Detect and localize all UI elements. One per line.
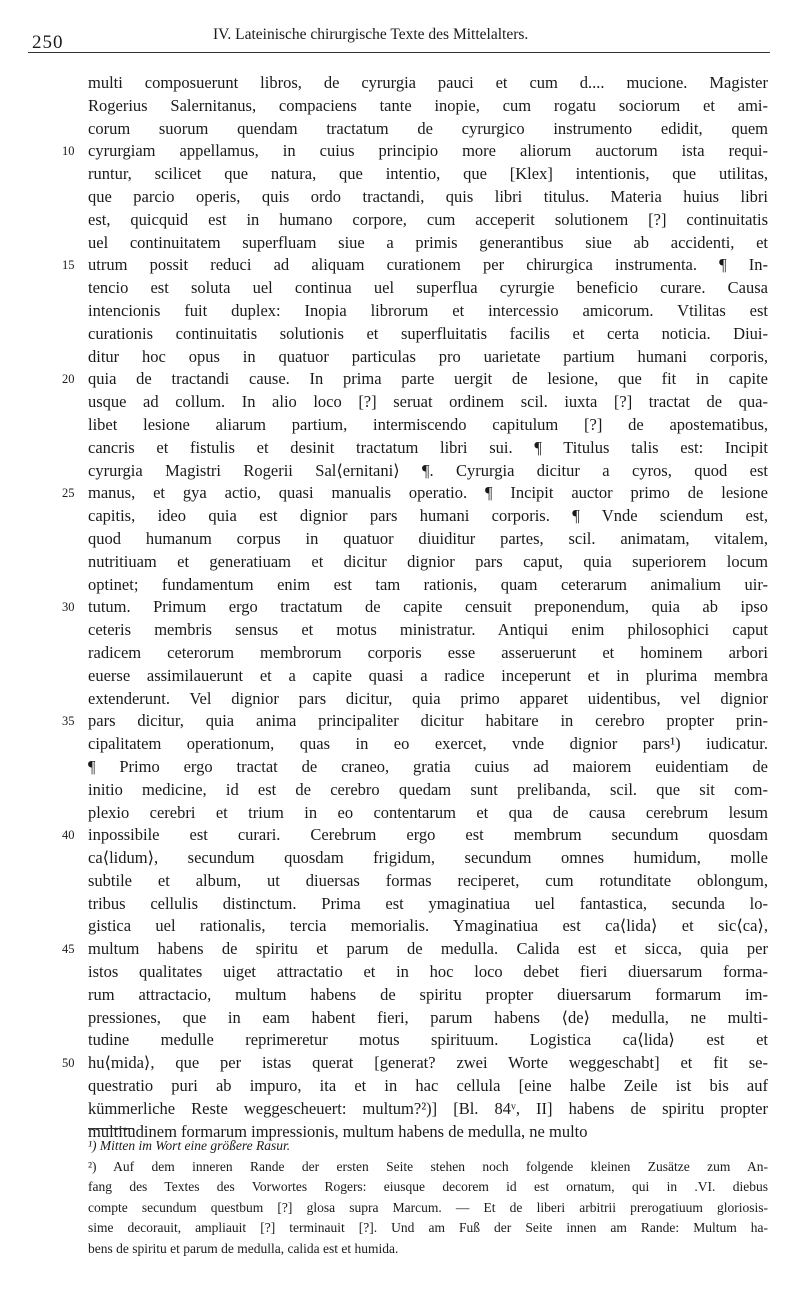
line-text: multi composuerunt libros, de cyrurgia pauci et cum d.... mucione. Magister xyxy=(88,73,768,92)
line-text: uel continuitatem superfluam siue a primis generantibus siue ab accidenti, et xyxy=(88,232,768,252)
footnote-line: ¹) Mitten im Wort eine größere Rasur. xyxy=(88,1138,291,1153)
line-number: 20 xyxy=(62,372,75,387)
text-line xyxy=(62,710,768,733)
text-line xyxy=(88,870,768,893)
line-text: istos qualitates uiget attractatio et in hoc loco debet fieri diuersarum forma- xyxy=(88,962,768,982)
line-number: 10 xyxy=(62,144,75,159)
text-line xyxy=(88,232,768,255)
text-line xyxy=(88,323,768,346)
text-line xyxy=(88,802,768,825)
text-line xyxy=(88,1098,768,1121)
line-text: ditur hoc opus in quatuor particulas pro uarietate partium humani corporis, xyxy=(88,346,768,366)
text-line xyxy=(88,118,768,141)
line-text: que parcio operis, quis ordo tractandi, quis libri titulus. Materia huius libri xyxy=(88,186,768,206)
text-line xyxy=(88,642,768,665)
text-line xyxy=(88,277,768,300)
text-line xyxy=(88,209,768,232)
page-header xyxy=(28,22,770,53)
line-text: ca⟨lidum⟩, secundum quosdam frigidum, secundum omnes humidum, molle xyxy=(88,848,768,868)
footnotes xyxy=(88,1136,768,1259)
line-text: euerse assimilauerunt et a capite quasi a radice inceperunt et in plurima membra xyxy=(88,665,768,685)
text-line xyxy=(88,847,768,870)
line-text: usque ad collum. In alio loco [?] seruat ordinem scil. iuxta [?] tractat de qua- xyxy=(88,392,768,412)
line-text: initio medicine, id est de cerebro quedam sunt prelibanda, scil. que sit com- xyxy=(88,779,768,799)
text-line xyxy=(62,1052,768,1075)
line-text: est, quicquid est in humano corpore, cum acceperit solutionem [?] continuitatis xyxy=(88,209,768,229)
line-text: nutritiuam et generatiuam et dicitur dignior pars caput, quia superiorem locum xyxy=(88,551,768,571)
text-line xyxy=(62,824,768,847)
text-line xyxy=(88,346,768,369)
page-number: 250 xyxy=(32,32,64,53)
line-text: kümmerliche Reste weggescheuert: multum?²)] [Bl. 84ᵛ, II] habens de spiritu propter xyxy=(88,1098,768,1118)
line-text: tutum. Primum ergo tractatum de capite censuit preponendum, quia ab ipso xyxy=(88,597,768,617)
line-text: libet lesione aliarum partium, intermiscendo capitulum [?] de apostematibus, xyxy=(88,414,768,434)
line-text: utrum possit reduci ad aliquam curationem per chirurgica instrumenta. ¶ In- xyxy=(88,255,768,275)
text-line xyxy=(88,961,768,984)
text-line xyxy=(62,368,768,391)
line-text: questratio puri ab impuro, ita et in hac cellula [eine halbe Zeile ist bis auf xyxy=(88,1076,768,1096)
text-line xyxy=(88,779,768,802)
line-text: cancris et fistulis et desinit tractatum libri sui. ¶ Titulus talis est: Incipit xyxy=(88,437,768,457)
text-line xyxy=(88,1075,768,1098)
line-text: inpossibile est curari. Cerebrum ergo est membrum secundum quosdam xyxy=(88,825,768,845)
line-text: radicem ceterorum membrorum corporis esse asseruerunt et hominem arbori xyxy=(88,642,768,662)
text-line xyxy=(88,163,768,186)
text-line xyxy=(62,482,768,505)
line-number: 30 xyxy=(62,600,75,615)
line-number: 40 xyxy=(62,828,75,843)
text-line xyxy=(88,72,768,95)
line-text: cyrurgia Magistri Rogerii Sal⟨ernitani⟩ ¶. Cyrurgia dicitur a cyros, quod est xyxy=(88,460,768,480)
text-line xyxy=(88,551,768,574)
body-text xyxy=(62,72,768,1143)
line-text: plexio cerebri et trium in eo contentarum et qua de causa cerebrum lesum xyxy=(88,802,768,822)
line-text: cyrurgiam appellamus, in cuius principio more aliorum auctorum ista requi- xyxy=(88,141,768,161)
text-line xyxy=(88,95,768,118)
footnote-line: sime decorauit, ampliauit [?] terminauit [?]. Und am Fuß der Seite innen am Rande: Multum ha- xyxy=(88,1220,768,1235)
line-text: pressiones, que in eam habent fieri, parum habens ⟨de⟩ medulla, ne multi- xyxy=(88,1007,768,1027)
text-line xyxy=(88,414,768,437)
text-line xyxy=(88,619,768,642)
text-line xyxy=(62,596,768,619)
line-text: corum suorum quendam tractatum de cyrurgico instrumento edidit, quem xyxy=(88,118,768,138)
line-text: multitudinem formarum impressionis, multum habens de medulla, ne multo xyxy=(88,1121,588,1141)
line-text: optinet; fundamentum enim est tam rationis, quam ceterarum animalium uir- xyxy=(88,574,768,594)
text-line xyxy=(88,300,768,323)
running-title: IV. Lateinische chirurgische Texte des Mittelalters. xyxy=(213,26,529,43)
text-line xyxy=(88,688,768,711)
line-text: quia de tractandi cause. In prima parte uergit de lesione, que fit in capite xyxy=(88,369,768,389)
line-text: extenderunt. Vel dignior pars dicitur, quia primo apparet uidentibus, vel dignior xyxy=(88,688,768,708)
line-text: hu⟨mida⟩, que per istas querat [generat? zwei Worte weggeschabt] et fit se- xyxy=(88,1053,768,1073)
line-text: ¶ Primo ergo tractat de craneo, gratia cuius ad maiorem euidentiam de xyxy=(88,756,768,776)
line-text: gistica uel rationalis, tercia memorialis. Ymaginatiua est ca⟨lida⟩ et sic⟨ca⟩, xyxy=(88,916,768,936)
line-text: multum habens de spiritu et parum de medulla. Calida est et sicca, quia per xyxy=(88,939,768,959)
text-line xyxy=(88,665,768,688)
line-text: quod humanum corpus in quatuor diuiditur partes, scil. animatam, vitalem, xyxy=(88,528,768,548)
text-line xyxy=(88,437,768,460)
line-text: rum attractacio, multum habens de spiritu propter diuersarum formarum im- xyxy=(88,984,768,1004)
text-line xyxy=(88,1029,768,1052)
text-line xyxy=(88,186,768,209)
line-number: 50 xyxy=(62,1056,75,1071)
text-line xyxy=(88,733,768,756)
line-text: pars dicitur, quia anima principaliter dicitur habitare in cerebro propter prin- xyxy=(88,711,768,731)
text-line xyxy=(88,984,768,1007)
line-text: Rogerius Salernitanus, compaciens tante inopie, cum rogatu sociorum et ami- xyxy=(88,95,768,115)
text-line xyxy=(88,1007,768,1030)
text-line xyxy=(88,505,768,528)
text-line xyxy=(88,756,768,779)
line-text: runtur, scilicet que natura, que intentio, que [Klex] intentionis, que utilitas, xyxy=(88,164,768,184)
text-line xyxy=(88,528,768,551)
footnote-divider xyxy=(88,1128,134,1129)
line-text: tudine medulle reprimeretur motus spirituum. Logistica ca⟨lida⟩ est et xyxy=(88,1030,768,1050)
line-text: ceteris membris sensus et motus ministratur. Antiqui enim philosophici caput xyxy=(88,620,768,640)
line-text: tencio est soluta uel continua uel superflua cyrurgie beneficio curare. Causa xyxy=(88,278,768,298)
line-number: 45 xyxy=(62,942,75,957)
text-line xyxy=(88,893,768,916)
line-number: 35 xyxy=(62,714,75,729)
line-text: curationis continuitatis solutionis et superfluitatis facilis et certa noticia. Diui- xyxy=(88,323,768,343)
line-text: subtile et album, ut diuersas formas reciperet, cum rotunditate oblongum, xyxy=(88,870,768,890)
line-text: intencionis fuit duplex: Inopia librorum et intercessio amicorum. Vtilitas est xyxy=(88,300,768,320)
text-line xyxy=(62,938,768,961)
line-number: 25 xyxy=(62,486,75,501)
line-text: capitis, ideo quia est dignior pars humani corporis. ¶ Vnde sciendum est, xyxy=(88,506,768,526)
line-number: 15 xyxy=(62,258,75,273)
text-line xyxy=(88,460,768,483)
text-line xyxy=(88,391,768,414)
footnote-line: fang des Textes des Vorwortes Rogers: eiusque decorem id est ornatum, qui in .VI. diebus xyxy=(88,1179,768,1194)
text-line xyxy=(88,574,768,597)
footnote-line: ²) Auf dem inneren Rande der ersten Seite stehen noch folgende kleinen Zusätze zum An- xyxy=(88,1158,768,1174)
footnote-line: bens de spiritu et parum de medulla, calida est et humida. xyxy=(88,1240,399,1256)
footnote-line: compte secundum questbum [?] glosa supra Marcum. — Et de liberi arbitrii prerogatiuum gloriosis- xyxy=(88,1199,768,1215)
text-line xyxy=(62,254,768,277)
text-line xyxy=(62,140,768,163)
line-text: manus, et gya actio, quasi manualis operatio. ¶ Incipit auctor primo de lesione xyxy=(88,483,768,503)
line-text: tribus cellulis distinctum. Prima est ymaginatiua uel fantastica, secunda lo- xyxy=(88,893,768,913)
text-line xyxy=(88,915,768,938)
line-text: cipalitatem operationum, quas in eo exercet, vnde dignior pars¹) iudicatur. xyxy=(88,734,768,754)
